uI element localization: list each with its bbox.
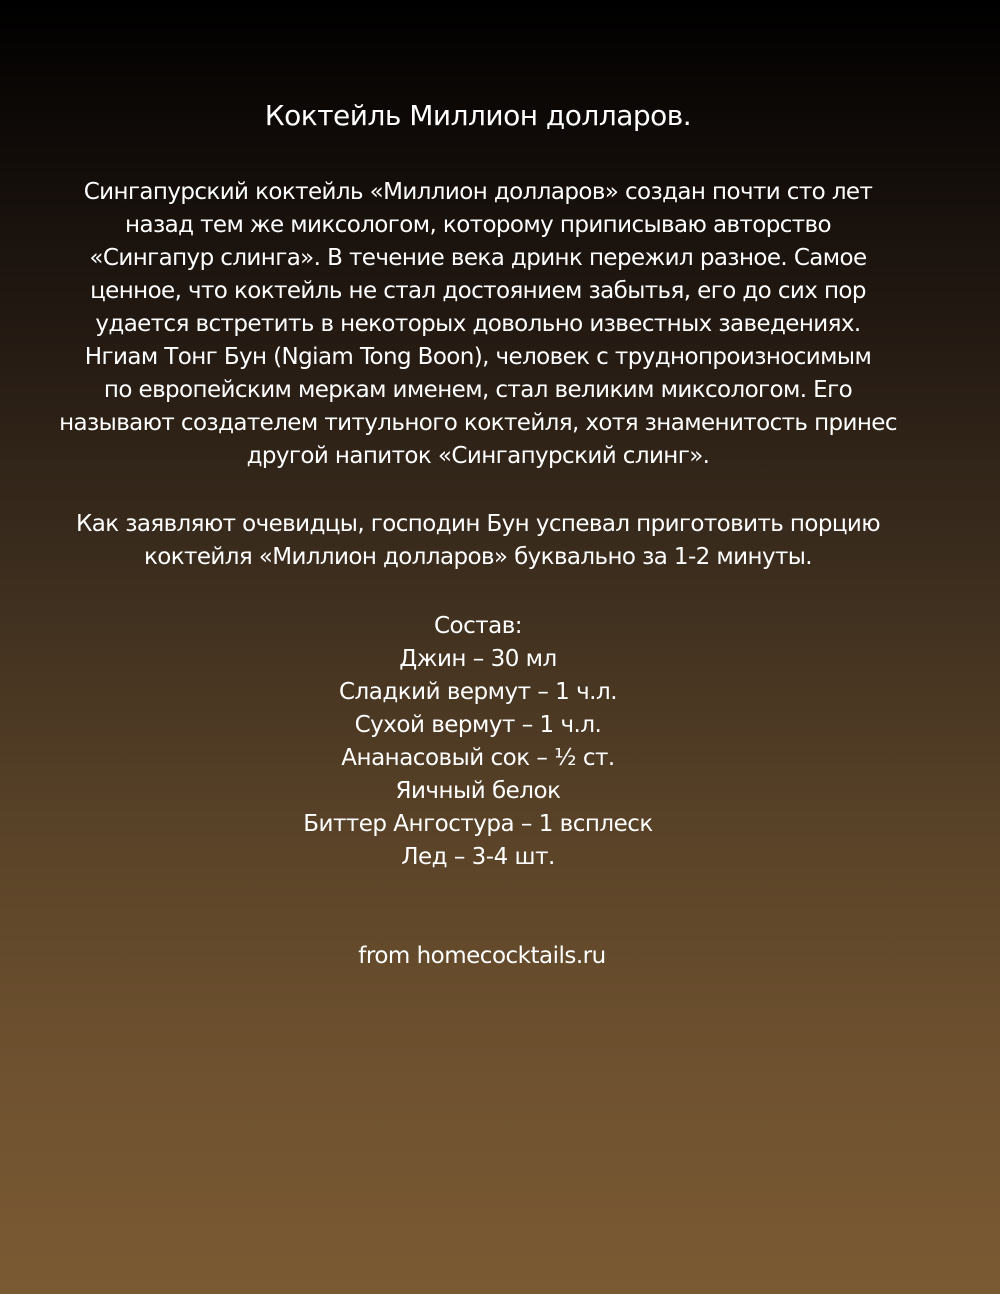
paragraph-line: удается встретить в некоторых довольно известных заведениях. (95, 311, 861, 337)
paragraph-line: ценное, что коктейль не стал достоянием забытья, его до сих пор (90, 278, 866, 304)
paragraph-line: «Сингапур слинга». В течение века дринк пережил разное. Самое (89, 245, 867, 271)
intro-paragraph (0, 176, 956, 473)
witness-paragraph (0, 508, 956, 574)
ingredient-item: Биттер Ангостура – 1 всплеск (303, 811, 653, 837)
recipe-list (0, 610, 956, 874)
paragraph-line: Сингапурский коктейль «Миллион долларов» создан почти сто лет (83, 179, 873, 205)
paragraph-line: по европейским меркам именем, стал великим миксологом. Его (103, 377, 853, 403)
paragraph-line: Нгиам Тонг Бун (Ngiam Tong Boon), человек с труднопроизносимым (84, 344, 872, 370)
ingredient-item: Яичный белок (395, 778, 561, 804)
ingredient-item: Лед – 3-4 шт. (401, 844, 555, 870)
paragraph-line: коктейля «Миллион долларов» буквально за 1-2 минуты. (143, 544, 813, 570)
ingredient-item: Ананасовый сок – ½ ст. (341, 745, 615, 771)
paragraph-line: Как заявляют очевидцы, господин Бун успевал приготовить порцию (75, 511, 880, 537)
paragraph-line: другой напиток «Сингапурский слинг». (246, 443, 710, 469)
recipe-heading: Состав: (433, 613, 523, 639)
paragraph-line: называют создателем титульного коктейля, хотя знаменитость принес (59, 410, 897, 436)
paragraph-line: назад тем же миксологом, которому приписываю авторство (125, 212, 831, 238)
ingredient-item: Джин – 30 мл (399, 646, 557, 672)
page-title: Коктейль Миллион долларов. (264, 99, 692, 132)
ingredient-item: Сладкий вермут – 1 ч.л. (339, 679, 617, 705)
source-credit: from homecocktails.ru (358, 943, 606, 969)
ingredient-item: Сухой вермут – 1 ч.л. (354, 712, 602, 738)
